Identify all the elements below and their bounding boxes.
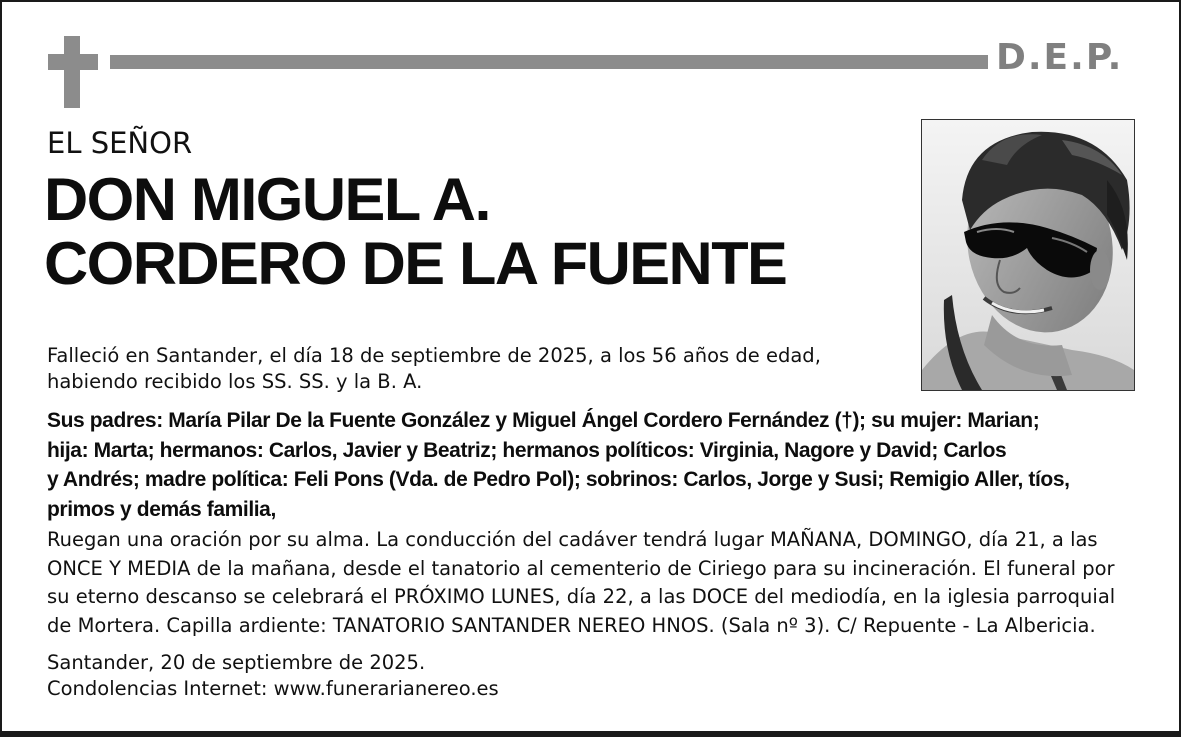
- family-line: hija: Marta; hermanos: Carlos, Javier y Beatriz; hermanos políticos: Virginia, Nagore y David; Carlos: [47, 438, 1007, 462]
- death-notice: [47, 343, 907, 395]
- death-notice-line: habiendo recibido los SS. SS. y la B. A.: [47, 370, 423, 393]
- header-rule: [110, 55, 988, 69]
- dep-label: D.E.P.: [996, 37, 1124, 78]
- family-members: [47, 406, 1147, 524]
- funeral-details-line: de Mortera. Capilla ardiente: TANATORIO SANTANDER NEREO HNOS. (Sala nº 3). C/ Repuente - La Albericia.: [47, 613, 1096, 637]
- family-line: Sus padres: María Pilar De la Fuente González y Miguel Ángel Cordero Fernández (†); su mujer: Marian;: [47, 409, 1040, 432]
- portrait-illustration: [922, 120, 1134, 390]
- place-date: Santander, 20 de septiembre de 2025.: [47, 651, 426, 674]
- cross-vertical-bar: [64, 36, 80, 108]
- funeral-details-line: ONCE Y MEDIA de la mañana, desde el tanatorio al cementerio de Ciriego para su incineración. El funeral por: [47, 556, 1115, 580]
- condolences-link[interactable]: Condolencias Internet: www.funerarianereo.es: [47, 677, 499, 700]
- deceased-name: [44, 168, 786, 296]
- death-notice-line: Falleció en Santander, el día 18 de septiembre de 2025, a los 56 años de edad,: [47, 344, 821, 367]
- title-prefix: EL SEÑOR: [47, 126, 193, 160]
- funeral-details-line: su eterno descanso se celebrará el PRÓXIMO LUNES, día 22, a las DOCE del mediodía, en la iglesia parroquial: [47, 585, 1116, 608]
- funeral-details: [47, 526, 1157, 640]
- deceased-name-line-1: DON MIGUEL A.: [44, 166, 490, 233]
- funeral-details-line: Ruegan una oración por su alma. La conducción del cadáver tendrá lugar MAÑANA, DOMINGO, día 21, a las: [47, 528, 1098, 551]
- portrait-photo: [921, 119, 1135, 391]
- cross-horizontal-bar: [48, 54, 98, 70]
- family-line: primos y demás familia,: [47, 497, 276, 521]
- deceased-name-line-2: CORDERO DE LA FUENTE: [44, 230, 787, 297]
- family-line: y Andrés; madre política: Feli Pons (Vda. de Pedro Pol); sobrinos: Carlos, Jorge y Susi; Remigio Aller, tíos,: [47, 468, 1070, 491]
